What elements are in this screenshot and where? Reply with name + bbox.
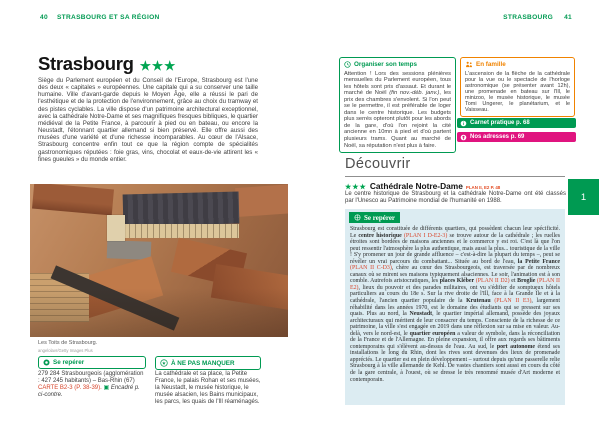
clock-icon (344, 61, 351, 68)
info-circle-icon (460, 120, 467, 127)
chapter-number: 1 (580, 191, 587, 203)
chapter-tab (568, 179, 599, 215)
section-title: Découvrir (345, 156, 411, 172)
sight-rating-stars: ★★★ (345, 184, 367, 191)
header-left (40, 14, 160, 21)
star-circle-icon (160, 359, 168, 367)
se-reperer-box-text: Strasbourg est constituée de différents quartiers, qui possèdent chacun leur spécificité. Le centre historique (PLAN I D-E2-3) se trouve autour de la cathédrale ; les ruelles étroites sont bordées de maisons anciennes et le commerce y est roi. C'est là que l'on peut ressentir l'atmosphère la plus authentique, mais aussi la plus... touristique de la ville ! S'y promener un jour de grande affluence – c'est-à-dire la plupart du temps –, peut se révéler un vrai parcours du combattant... Située au bord de l'eau, la Petite France (PLAN II C-D3), chère au cœur des Strasbourgeois, est traversée par de nombreux canaux où se mirent ses maisons typiquement alsaciennes. Le soir, l'animation est à son comble. Autrefois aristocratiques, les places Kléber (PLAN II D2) et Broglie (PLAN II E2), lieux du pouvoir et des parades militaires, ont vu s'édifier de somptueux hôtels particuliers au cours du 18e s. Sur la rive droite de l'Ill, face à la Grande Île et à la cathédrale, l'ancien quartier populaire de la Krutenau (PLAN II E3), largement réhabilité dans les années 1970, est le domaine des étudiants qui se pressent sur ses quais. Plus au nord, la Neustadt, le quartier impérial allemand, possède des joyaux architecturaux qui méritent de leur consacrer du temps. Consciente de la richesse de ce patrimoine, la ville s'est engagée en 2019 dans une réflexion sur sa mise en valeur. Au-delà, vers le nord-est, le quartier européen a valeur de symbole, dans la réconciliation de la France et de l'Allemagne. En pleine expansion, il offre aux regards ses bâtiments contemporains qui s'élèvent au-dessus de l'eau. Au sud, le port autonome étend ses installations le long du Rhin, dont les rives sont devenues des lieux de promenade appréciés. Le quartier est en plein développement – surtout depuis qu'une passerelle relie Strasbourg à la ville allemande de Kehl. De vastes chantiers sont aussi en cours du côté de la gare centrale, à l'ouest, où se dresse le très renommé musée d'Art moderne et contemporain. (350, 226, 561, 383)
organiser-text: Attention ! Lors des sessions plénières mensuelles du Parlement européen, tous les hôtels sont pris d'assaut. Et durant le marché de Noël (fin nov.-déb. janv.), les prix des chambres s'envolent. Si l'on peut se le permettre, il est préférable de loger dans le centre historique. Les budgets plus serrés opteront plutôt pour les abords de la gare, d'où l'on rejoint la cité ancienne en 10mn à pied et d'où partent plusieurs trams. Quant au marché de Noël, sa réputation n'est plus à faire. (344, 70, 452, 149)
running-title-left: STRASBOURG ET SA RÉGION (56, 14, 160, 21)
sight-heading (345, 181, 500, 191)
intro-paragraph: Siège du Parlement européen et du Conseil de l'Europe, Strasbourg est l'une des deux « capitales » européennes. Une capitale qui a su conserver une taille humaine. Ville d'avant-garde depuis le Moyen Âge, elle a réussi le pari de l'esthétique et de la protection de l'environnement, grâce au choix du tramway et des pistes cyclables. La ville dispose d'un patrimoine architectural exceptionnel, avec la cathédrale Notre-Dame et ses magnifiques fresques bibliques, le quartier médiéval de la Petite France, à parcourir à pied ou en bateau, ou encore la Neustadt, l'étonnant quartier allemand si bien préservé. Elle offre aussi des musées d'une variété et d'une richesse incomparables. Au cœur de l'Alsace, Strasbourg concentre enfin tout ce que la région compte de spécialités gastronomiques réputées : foie gras, vins, chocolat et eaux-de-vie attirent les « fines gueules » du monde entier. (38, 77, 258, 163)
famille-header (465, 61, 570, 68)
ne-pas-manquer-text: La cathédrale et sa place, la Petite France, le palais Rohan et ses musées, la Neustadt, le musée historique, le musée alsacien, les Bains municipaux, les parcs, les quais de l'Ill réaménagés. (155, 371, 261, 405)
se-reperer-label: Se repérer (53, 359, 85, 366)
page-title (38, 53, 176, 75)
rating-stars: ★★★ (139, 59, 177, 73)
section-divider (345, 176, 565, 177)
city-name: Strasbourg (38, 53, 134, 74)
strasbourg-rooftops-photo (30, 184, 288, 337)
en-famille-box (460, 57, 575, 117)
se-reperer-info-box (345, 209, 565, 405)
famille-text: L'ascension de la flèche de la cathédrale pour la vue ou le spectacle de l'horloge astronomique (se présenter avant 12h), une promenade en bateau sur l'Ill, le minizoo, le musée historique, le musée Tomi Ungerer, le planétarium, et le Vaisseau. (465, 70, 570, 114)
nos-adresses-badge (457, 132, 576, 142)
pin-circle-icon (460, 134, 467, 141)
carnet-pratique-label: Carnet pratique p. 68 (470, 120, 530, 126)
ne-pas-manquer-pill (155, 356, 261, 370)
header-right (503, 14, 572, 21)
target-icon (43, 359, 50, 366)
famille-label: En famille (476, 61, 506, 68)
se-reperer-box-title: Se repérer (364, 213, 396, 222)
se-reperer-text: 279 284 Strasbourgeois (agglomération : 427 245 habitants) – Bas-Rhin (67) CARTE B2-3 (P. 38-39). ▣ Encadré p. ci-contre. (38, 371, 144, 398)
family-icon (465, 61, 473, 68)
ne-pas-manquer-label: À NE PAS MANQUER (171, 359, 235, 367)
nos-adresses-label: Nos adresses p. 69 (470, 134, 525, 140)
se-reperer-pill (38, 356, 146, 369)
running-title-right: STRASBOURG (503, 14, 554, 21)
organiser-header (344, 61, 451, 68)
sight-name: Cathédrale Notre-Dame (369, 181, 463, 191)
svg-text:i: i (462, 120, 465, 126)
carnet-pratique-badge (457, 118, 576, 128)
sight-map-reference: PLAN II, E2 P. 48 (465, 185, 501, 190)
page-number-right: 41 (564, 14, 572, 21)
organiser-son-temps-box (339, 57, 456, 153)
compass-icon (354, 214, 361, 221)
photo-caption: Les Toits de Strasbourg. (38, 340, 98, 346)
svg-text:★: ★ (162, 360, 166, 366)
page-number-left: 40 (40, 14, 48, 21)
sight-intro-text: Le centre historique de Strasbourg et la cathédrale Notre-Dame ont été classés par l'Unesco au Patrimoine mondial de l'humanité en 1988. (345, 191, 566, 204)
photo-credit: angelolavr/Getty Images Plus (38, 348, 93, 353)
se-reperer-box-label (349, 212, 400, 223)
organiser-label: Organiser son temps (354, 61, 417, 68)
photo-shade (30, 184, 288, 337)
